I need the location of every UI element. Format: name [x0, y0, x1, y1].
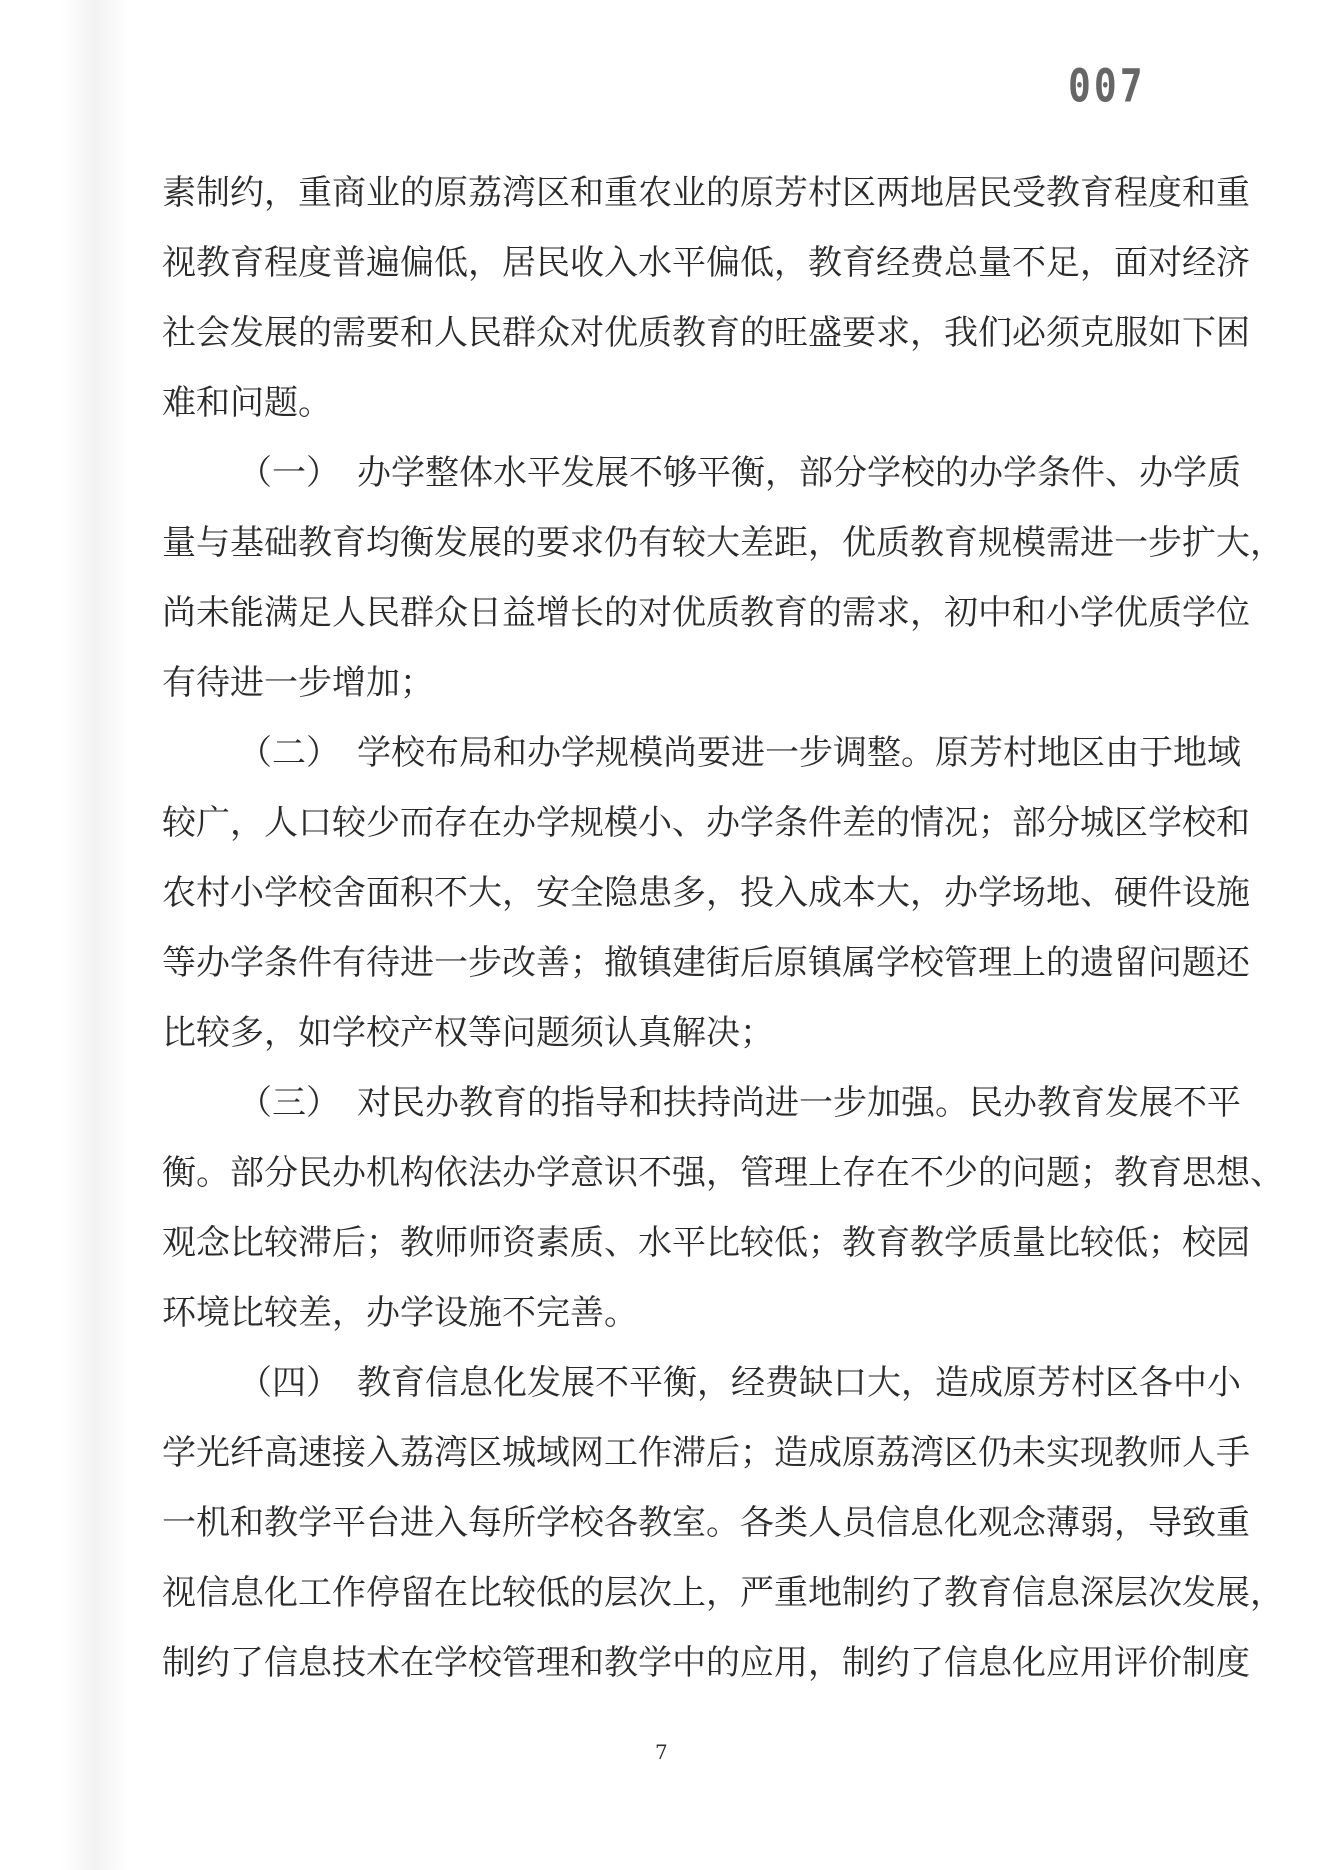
text-line: 比较多，如学校产权等问题须认真解决； [162, 1013, 774, 1053]
text-line: 难和问题。 [162, 383, 332, 423]
text-line: （二） 学校布局和办学规模尚要进一步调整。原芳村地区由于地域 [238, 733, 1241, 773]
text-line: （三） 对民办教育的指导和扶持尚进一步加强。民办教育发展不平 [238, 1083, 1241, 1123]
text-line: 环境比较差，办学设施不完善。 [162, 1293, 638, 1333]
page-number: 7 [655, 1740, 668, 1764]
text-line: 有待进一步增加； [162, 663, 434, 703]
text-line: 视信息化工作停留在比较低的层次上，严重地制约了教育信息深层次发展， [162, 1573, 1284, 1613]
text-line: 较广，人口较少而存在办学规模小、办学条件差的情况；部分城区学校和 [162, 803, 1250, 843]
text-line: 制约了信息技术在学校管理和教学中的应用，制约了信息化应用评价制度 [162, 1643, 1250, 1683]
text-line: 农村小学校舍面积不大，安全隐患多，投入成本大，办学场地、硬件设施 [162, 873, 1250, 913]
text-line: 观念比较滞后；教师师资素质、水平比较低；教育教学质量比较低；校园 [162, 1223, 1250, 1263]
text-line: 一机和教学平台进入每所学校各教室。各类人员信息化观念薄弱，导致重 [162, 1503, 1250, 1543]
text-line: 尚未能满足人民群众日益增长的对优质教育的需求，初中和小学优质学位 [162, 593, 1250, 633]
text-line: （四） 教育信息化发展不平衡，经费缺口大，造成原芳村区各中小 [238, 1363, 1241, 1403]
page-stamp: 007 [1068, 59, 1146, 113]
text-line: 量与基础教育均衡发展的要求仍有较大差距，优质教育规模需进一步扩大， [162, 523, 1284, 563]
text-line: （一） 办学整体水平发展不够平衡，部分学校的办学条件、办学质 [238, 453, 1241, 493]
text-line: 素制约，重商业的原荔湾区和重农业的原芳村区两地居民受教育程度和重 [162, 173, 1250, 213]
text-line: 社会发展的需要和人民群众对优质教育的旺盛要求，我们必须克服如下困 [162, 313, 1250, 353]
text-line: 视教育程度普遍偏低，居民收入水平偏低，教育经费总量不足，面对经济 [162, 243, 1250, 283]
text-line: 等办学条件有待进一步改善；撤镇建街后原镇属学校管理上的遗留问题还 [162, 943, 1250, 983]
text-line: 学光纤高速接入荔湾区城域网工作滞后；造成原荔湾区仍未实现教师人手 [162, 1433, 1250, 1473]
text-line: 衡。部分民办机构依法办学意识不强，管理上存在不少的问题；教育思想、 [162, 1153, 1284, 1193]
scan-shadow [60, 0, 130, 1870]
